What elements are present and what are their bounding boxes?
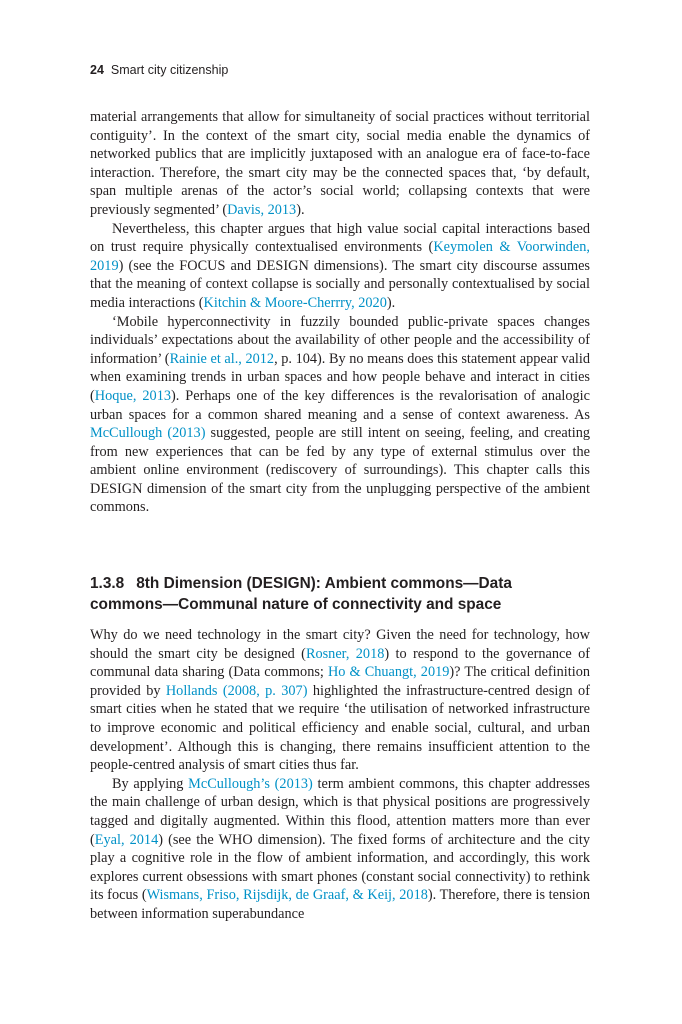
- section-title-line2: commons—Communal nature of connectivity and space: [90, 596, 502, 613]
- citation-link[interactable]: Keymolen & Voorwinden, 2019: [90, 239, 590, 274]
- text-run: ‘Mobile hyperconnectivity in fuzzily bounded public-private spaces changes individuals’ expectations about the availability of other people and the accessibility of information’ (: [90, 313, 590, 367]
- text-run: highlighted the infrastructure-centred design of smart cities when he stated that we require ‘the utilisation of networked infrastructure to improve economic and political efficiency and enable social, cultural, and urban development’. Although this is changing, there remains insufficient attention to the people-centred analysis of smart cities thus far.: [90, 682, 590, 774]
- text-run: ) to respond to the governance of communal data sharing (Data commons;: [90, 645, 590, 681]
- text-run: , p. 104). By no means does this statement appear valid when examining trends in urban spaces and how people behave and interact in cities (: [90, 350, 591, 404]
- text-run: ). Perhaps one of the key differences is the revalorisation of analogic urban spaces for a common shared meaning and a sense of context awareness. As: [90, 387, 591, 423]
- paragraph: [90, 626, 590, 775]
- running-title: Smart city citizenship: [110, 63, 229, 77]
- section-heading: [90, 573, 590, 615]
- citation-link[interactable]: Wismans, Friso, Rijsdijk, de Graaf, & Keij, 2018: [146, 887, 428, 904]
- citation-link[interactable]: Hollands (2008, p. 307): [165, 682, 308, 699]
- section-title-line1: 8th Dimension (DESIGN): Ambient commons—Data: [136, 575, 512, 592]
- citation-link[interactable]: McCullough’s (2013): [188, 775, 313, 792]
- body-text-bottom: [90, 626, 590, 924]
- text-run: Nevertheless, this chapter argues that high value social capital interactions based on trust require physically contextualised environments (: [90, 220, 590, 256]
- section-number: 1.3.8: [90, 575, 125, 592]
- text-run: )? The critical definition provided by: [90, 664, 590, 699]
- text-run: material arrangements that allow for simultaneity of social practices without territorial contiguity’. In the context of the smart city, social media enable the dynamics of networked publics that are implicitly juxtaposed with an analogue era of face-to-face interaction. Therefore, the smart city may be the connected spaces that, ‘by default, span multiple arenas of the actor’s social world; collapsing contexts that were previously segmented’ (: [90, 109, 590, 218]
- paragraph: [90, 775, 590, 924]
- text-run: ).: [386, 294, 396, 311]
- citation-link[interactable]: Kitchin & Moore-Cherrry, 2020: [203, 294, 387, 311]
- paragraph: [90, 108, 590, 220]
- text-run: ).: [296, 201, 305, 218]
- citation-link[interactable]: Ho & Chuangt, 2019: [327, 664, 450, 681]
- running-header: [90, 63, 228, 77]
- text-run: Why do we need technology in the smart city? Given the need for technology, how should the smart city be designed (: [90, 627, 590, 662]
- citation-link[interactable]: Hoque, 2013: [94, 387, 172, 404]
- citation-link[interactable]: Eyal, 2014: [94, 831, 159, 848]
- paragraph: [90, 220, 590, 313]
- citation-link[interactable]: Rosner, 2018: [305, 645, 385, 662]
- text-run: ) (see the FOCUS and DESIGN dimensions). The smart city discourse assumes that the meaning of context collapse is socially and personally contextualised by social media interactions (: [90, 257, 590, 311]
- body-text-top: [90, 108, 590, 517]
- text-run: term ambient commons, this chapter addresses the main challenge of urban design, which is that physical positions are progressively tagged and digitally augmented. Within this flood, attention matters more than ever (: [90, 775, 590, 848]
- page-number: 24: [90, 63, 104, 77]
- text-run: By applying: [112, 775, 189, 792]
- text-run: ). Therefore, there is tension between information superabundance: [90, 887, 590, 922]
- text-run: suggested, people are still intent on seeing, feeling, and creating from new experiences that can be fed by any type of external stimulus over the ambient online environment (rediscovery of surroundings). This chapter calls this DESIGN dimension of the smart city from the unplugging perspective of the ambient commons.: [90, 425, 590, 516]
- text-run: ) (see the WHO dimension). The fixed forms of architecture and the city play a cognitive role in the flow of ambient information, and accordingly, this work explores current obsessions with smart phones (constant social connectivity) to rethink its focus (: [90, 831, 590, 904]
- citation-link[interactable]: McCullough (2013): [90, 425, 206, 442]
- paragraph: [90, 313, 590, 518]
- citation-link[interactable]: Rainie et al., 2012: [169, 350, 275, 367]
- citation-link[interactable]: Davis, 2013: [227, 201, 297, 218]
